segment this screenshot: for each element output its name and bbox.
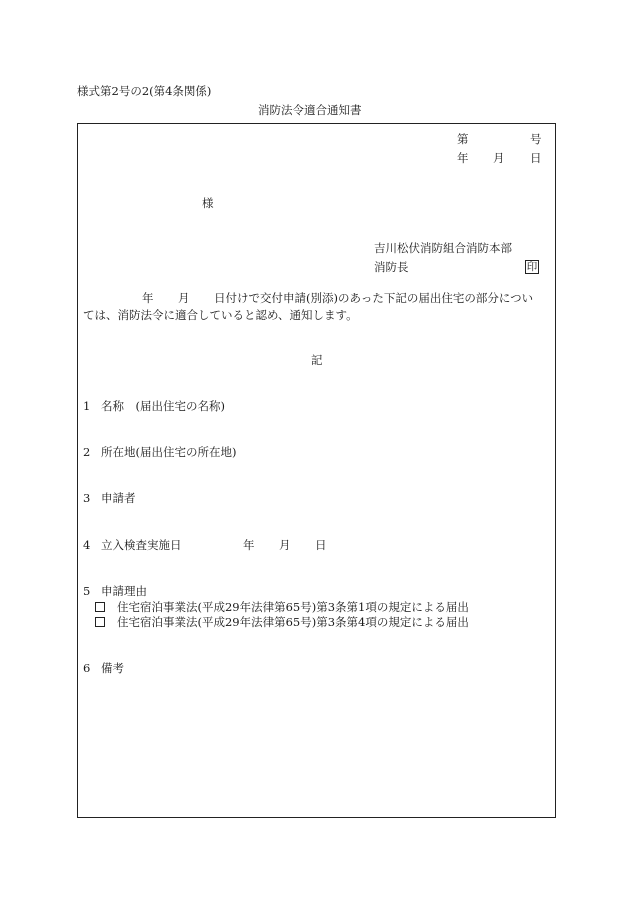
item-2-label: 所在地(届出住宅の所在地) — [101, 445, 237, 459]
issuer-organization: 吉川松伏消防組合消防本部 — [374, 241, 512, 255]
seal-mark: 印 — [526, 261, 538, 273]
document-frame — [77, 123, 556, 818]
item-3-number: 3 — [83, 491, 91, 505]
item-2-number: 2 — [83, 445, 91, 459]
item-4-day: 日 — [315, 538, 327, 552]
item-4-number: 4 — [83, 538, 91, 552]
issuer-title: 消防長 — [374, 260, 409, 274]
item-5-label: 申請理由 — [101, 584, 147, 598]
option-checkbox-2[interactable] — [95, 617, 105, 629]
item-3-label: 申請者 — [101, 491, 136, 505]
option-label-2: 住宅宿泊事業法(平成29年法律第65号)第3条第4項の規定による届出 — [117, 615, 469, 629]
option-label-1: 住宅宿泊事業法(平成29年法律第65号)第3条第1項の規定による届出 — [117, 600, 469, 614]
item-1-label: 名称 (届出住宅の名称) — [101, 399, 225, 413]
item-1-number: 1 — [83, 399, 91, 413]
checkbox-icon — [95, 602, 105, 612]
document-title: 消防法令適合通知書 — [258, 103, 362, 117]
item-6-number: 6 — [83, 661, 91, 675]
option-checkbox-1[interactable] — [95, 602, 105, 614]
doc-number-suffix: 号 — [530, 132, 542, 146]
date-day: 日 — [530, 151, 542, 165]
item-5-number: 5 — [83, 584, 91, 598]
date-month: 月 — [493, 151, 505, 165]
item-4-year: 年 — [243, 538, 255, 552]
doc-number-prefix: 第 — [457, 132, 469, 146]
date-year: 年 — [457, 151, 469, 165]
checkbox-icon — [95, 617, 105, 627]
body-line-2: ては、消防法令に適合していると認め、通知します。 — [83, 308, 358, 322]
body-line-1: 日付けで交付申請(別添)のあった下記の届出住宅の部分につい — [214, 291, 534, 305]
body-year: 年 — [142, 291, 154, 305]
body-month: 月 — [178, 291, 190, 305]
item-6-label: 備考 — [101, 661, 124, 675]
ki-heading: 記 — [311, 353, 323, 367]
form-label: 様式第2号の2(第4条関係) — [77, 84, 212, 98]
item-4-month: 月 — [279, 538, 291, 552]
addressee-honorific: 様 — [202, 196, 214, 210]
item-4-label: 立入検査実施日 — [101, 538, 182, 552]
